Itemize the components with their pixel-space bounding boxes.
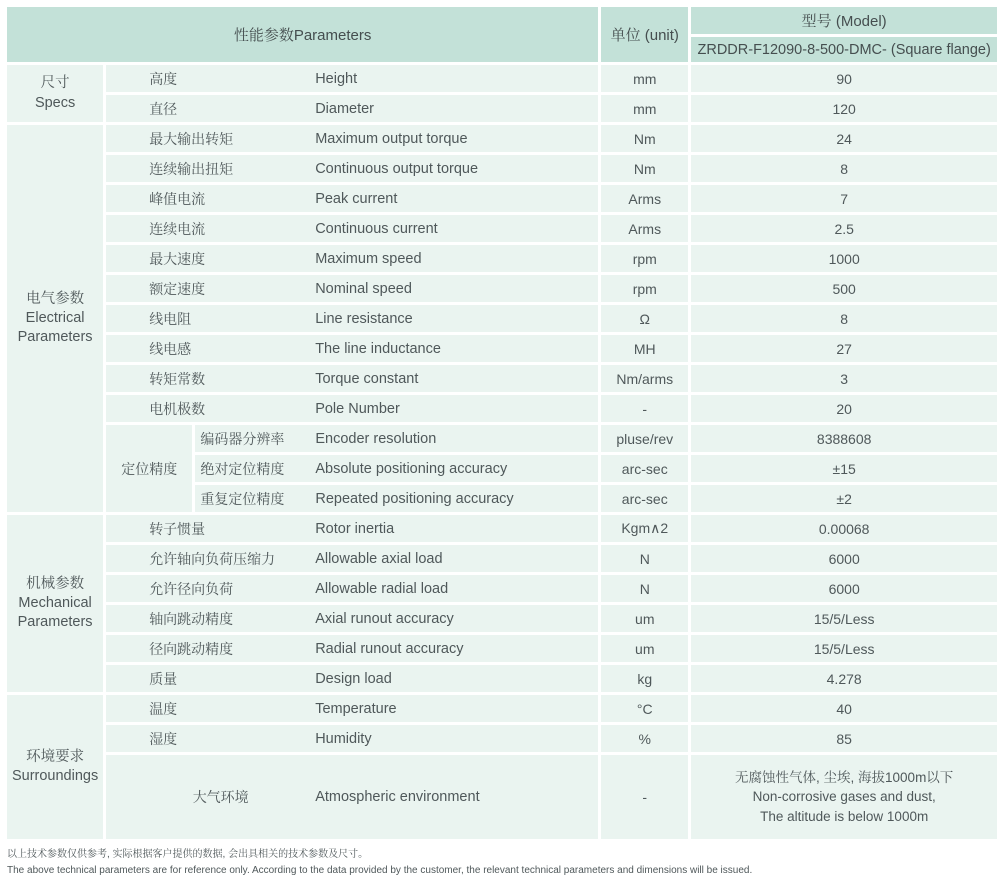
param-unit: um <box>601 605 688 632</box>
param-value: 40 <box>691 695 997 722</box>
param-value: 2.5 <box>691 215 997 242</box>
param-name-en: Design load <box>315 670 392 687</box>
param-name-zh: 连续电流 <box>149 220 206 237</box>
table-row <box>7 65 997 92</box>
param-name-en: Allowable radial load <box>315 580 449 597</box>
param-name-en: Diameter <box>315 100 375 117</box>
table-row <box>7 635 997 662</box>
param-name <box>106 575 598 602</box>
param-value: 15/5/Less <box>691 635 997 662</box>
param-name-en: Temperature <box>315 700 397 717</box>
param-value: 24 <box>691 125 997 152</box>
model-value: ZRDDR-F12090-8-500-DMC- (Square flange) <box>691 37 997 62</box>
param-name <box>106 335 598 362</box>
param-name <box>195 425 598 452</box>
table-row <box>7 605 997 632</box>
param-name-zh: 线电阻 <box>149 310 192 327</box>
param-unit: N <box>601 575 688 602</box>
param-name <box>195 485 598 512</box>
atmos-value-line-2: Non-corrosive gases and dust, <box>752 789 936 805</box>
param-value: 20 <box>691 395 997 422</box>
table-row <box>7 665 997 692</box>
param-name-zh: 轴向跳动精度 <box>149 610 234 627</box>
param-name-zh: 质量 <box>149 670 178 687</box>
param-name-zh: 最大输出转矩 <box>149 130 234 147</box>
param-value: 4.278 <box>691 665 997 692</box>
category-en: Mechanical Parameters <box>17 594 93 631</box>
category-en: Electrical Parameters <box>17 309 93 346</box>
param-value: 7 <box>691 185 997 212</box>
param-value: 27 <box>691 335 997 362</box>
param-name-zh: 径向跳动精度 <box>149 640 234 657</box>
param-name-zh: 线电感 <box>149 340 192 357</box>
param-value: 8 <box>691 305 997 332</box>
param-value: ±2 <box>691 485 997 512</box>
category-specs <box>7 65 103 122</box>
param-name-en: Axial runout accuracy <box>315 610 454 627</box>
param-name-en: Nominal speed <box>315 280 412 297</box>
param-unit: N <box>601 545 688 572</box>
param-value: 6000 <box>691 575 997 602</box>
param-name-zh: 额定速度 <box>149 280 206 297</box>
param-name-en: Allowable axial load <box>315 550 443 567</box>
param-name <box>106 155 598 182</box>
param-name <box>106 305 598 332</box>
param-unit: - <box>601 395 688 422</box>
param-name <box>106 665 598 692</box>
param-value: 6000 <box>691 545 997 572</box>
param-name-zh: 大气环境 <box>192 789 249 805</box>
param-name-en: Maximum output torque <box>315 130 468 147</box>
param-unit: Arms <box>601 185 688 212</box>
param-unit: um <box>601 635 688 662</box>
param-name-zh: 电机极数 <box>149 400 206 417</box>
param-name <box>106 365 598 392</box>
param-name-zh: 高度 <box>149 70 178 87</box>
table-row <box>7 245 997 272</box>
param-name <box>106 695 598 722</box>
param-name-en: Atmospheric environment <box>315 789 480 805</box>
param-value: 120 <box>691 95 997 122</box>
unit-header: 单位 (unit) <box>601 7 688 62</box>
param-unit: arc-sec <box>601 455 688 482</box>
parameters-header: 性能参数Parameters <box>7 7 598 62</box>
category-zh: 电气参数 <box>26 290 85 307</box>
param-name <box>106 725 598 752</box>
category-mechanical <box>7 515 103 692</box>
param-unit: Kgm∧2 <box>601 515 688 542</box>
atmos-value-line-1: 无腐蚀性气体, 尘埃, 海拔1000m以下 <box>735 769 954 785</box>
param-value: 85 <box>691 725 997 752</box>
param-name <box>106 245 598 272</box>
table-row <box>7 155 997 182</box>
param-value: 15/5/Less <box>691 605 997 632</box>
category-electrical <box>7 125 103 512</box>
param-name-en: Repeated positioning accuracy <box>315 490 514 507</box>
param-name <box>195 455 598 482</box>
param-name <box>106 605 598 632</box>
param-name-en: Height <box>315 70 358 87</box>
param-unit: MH <box>601 335 688 362</box>
param-name-zh: 直径 <box>149 100 178 117</box>
header-row-1 <box>7 7 997 34</box>
footnote <box>7 847 1000 878</box>
table-row <box>7 755 997 839</box>
param-unit: Nm/arms <box>601 365 688 392</box>
footnote-zh: 以上技术参数仅供参考, 实际根据客户提供的数据, 会出具相关的技术参数及尺寸。 <box>7 849 369 860</box>
param-name-en: Continuous current <box>315 220 438 237</box>
param-value: 8 <box>691 155 997 182</box>
param-name <box>106 65 598 92</box>
table-row <box>7 335 997 362</box>
table-row <box>7 695 997 722</box>
param-name <box>106 275 598 302</box>
param-name-zh: 重复定位精度 <box>200 490 285 507</box>
table-row <box>7 185 997 212</box>
param-name <box>106 515 598 542</box>
table-row <box>7 515 997 542</box>
param-unit: arc-sec <box>601 485 688 512</box>
param-unit: - <box>601 755 688 839</box>
param-name-en: Radial runout accuracy <box>315 640 464 657</box>
param-unit: % <box>601 725 688 752</box>
param-name-zh: 绝对定位精度 <box>200 460 285 477</box>
param-name-en: Absolute positioning accuracy <box>315 460 508 477</box>
param-name <box>106 185 598 212</box>
model-header: 型号 (Model) <box>691 7 997 34</box>
table-row <box>7 125 997 152</box>
subgroup-positioning-accuracy: 定位精度 <box>106 425 192 512</box>
param-name-zh: 温度 <box>149 700 178 717</box>
param-name-zh: 最大速度 <box>149 250 206 267</box>
atmos-value-line-3: The altitude is below 1000m <box>760 808 929 824</box>
table-row <box>7 365 997 392</box>
footnote-en: The above technical parameters are for reference only. According to the data provided by the customer, the relevant technical parameters and dimensions will be issued. <box>7 864 753 876</box>
param-name-en: Torque constant <box>315 370 419 387</box>
param-name-en: Maximum speed <box>315 250 422 267</box>
table-row <box>7 95 997 122</box>
param-value: 0.00068 <box>691 515 997 542</box>
param-unit: rpm <box>601 245 688 272</box>
table-row <box>7 215 997 242</box>
param-value: ±15 <box>691 455 997 482</box>
table-row <box>7 725 997 752</box>
param-unit: mm <box>601 95 688 122</box>
param-unit: Ω <box>601 305 688 332</box>
param-name <box>106 755 598 839</box>
param-name-zh: 峰值电流 <box>149 190 206 207</box>
spec-table <box>4 4 1000 842</box>
param-name-zh: 编码器分辨率 <box>200 430 285 447</box>
param-name-en: Continuous output torque <box>315 160 479 177</box>
param-name-en: Encoder resolution <box>315 430 437 447</box>
param-name-zh: 转矩常数 <box>149 370 206 387</box>
category-en: Specs <box>34 94 76 111</box>
table-row <box>7 395 997 422</box>
param-name <box>106 395 598 422</box>
param-name-zh: 允许径向负荷 <box>149 580 234 597</box>
param-value <box>691 755 997 839</box>
table-row <box>7 305 997 332</box>
param-name <box>106 545 598 572</box>
param-value: 90 <box>691 65 997 92</box>
param-value: 3 <box>691 365 997 392</box>
param-name <box>106 635 598 662</box>
param-name-zh: 湿度 <box>149 730 178 747</box>
param-unit: Nm <box>601 155 688 182</box>
table-row <box>7 425 997 452</box>
param-unit: kg <box>601 665 688 692</box>
table-row <box>7 575 997 602</box>
table-row <box>7 275 997 302</box>
param-name <box>106 125 598 152</box>
param-name-en: Peak current <box>315 190 398 207</box>
category-zh: 尺寸 <box>40 75 70 92</box>
param-name <box>106 215 598 242</box>
table-row <box>7 545 997 572</box>
param-name-en: The line inductance <box>315 340 441 357</box>
param-name-zh: 连续输出扭矩 <box>149 160 234 177</box>
param-name-en: Line resistance <box>315 310 413 327</box>
param-unit: pluse/rev <box>601 425 688 452</box>
param-name-zh: 转子惯量 <box>149 520 206 537</box>
param-unit: mm <box>601 65 688 92</box>
param-name-en: Rotor inertia <box>315 520 395 537</box>
category-zh: 机械参数 <box>26 575 85 592</box>
param-value: 1000 <box>691 245 997 272</box>
param-unit: Arms <box>601 215 688 242</box>
param-name-en: Pole Number <box>315 400 400 417</box>
param-unit: rpm <box>601 275 688 302</box>
param-unit: Nm <box>601 125 688 152</box>
param-unit: °C <box>601 695 688 722</box>
param-value: 500 <box>691 275 997 302</box>
param-value: 8388608 <box>691 425 997 452</box>
param-name <box>106 95 598 122</box>
category-surroundings <box>7 695 103 839</box>
param-name-zh: 允许轴向负荷压缩力 <box>149 550 276 567</box>
category-zh: 环境要求 <box>26 748 85 765</box>
category-en: Surroundings <box>11 768 99 784</box>
param-name-en: Humidity <box>315 730 372 747</box>
